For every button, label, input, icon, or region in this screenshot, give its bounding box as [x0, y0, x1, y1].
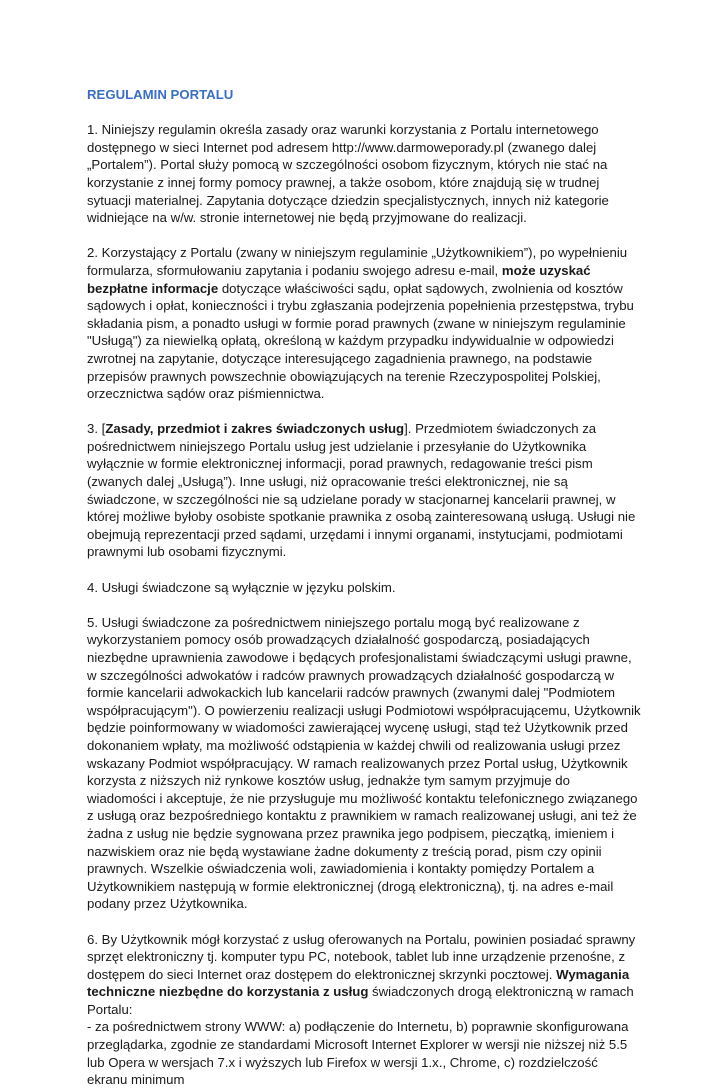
paragraph-6-text-a: 6. By Użytkownik mógł korzystać z usług oferowanych na Portalu, powinien posiadać sprawny sprzęt elektroniczny tj. komputer typu PC, notebook, tablet lub inne urządzenie przenośne, z dostępem do sieci Internet oraz dostępem do elektronicznej skrzynki pocztowej. [87, 931, 636, 982]
paragraph-4: 4. Usługi świadczone są wyłącznie w języku polskim. [87, 579, 396, 595]
paragraph-2 [87, 244, 641, 402]
document-title: REGULAMIN PORTALU [87, 87, 234, 102]
paragraph-2-text-a: 2. Korzystający z Portalu (zwany w niniejszym regulaminie „Użytkownikiem”), po wypełnieniu formularza, sformułowaniu zapytania i podaniu swojego adresu e-mail, [87, 245, 628, 278]
paragraph-3-text-a: 3. [ [87, 421, 106, 437]
paragraph-5: 5. Usługi świadczone za pośrednictwem niniejszego portalu mogą być realizowane z wykorzystaniem pomocy osób prowadzących działalność gospodarczą, posiadających niezbędne uprawnienia zawodowe i będących profesjonalistami świadczącymi usługi prawne, w szczególności adwokatów i radców prawnych prowadzących działalność gospodarczą w formie kancelarii adwokackich lub kancelarii radców prawnych (zwanymi dalej "Podmiotem współpracującym"). O powierzeniu realizacji usługi Podmiotowi współpracującemu, Użytkownik będzie poinformowany w wiadomości zawierającej wycenę usługi, stąd też Użytkownik przed dokonaniem wpłaty, ma możliwość odstąpienia w każdej chwili od realizowania usługi przez wskazany Podmiot współpracujący. W ramach realizowanych przez Portal usług, Użytkownik korzysta z niższych niż rynkowe kosztów usług, jednakże tym samym przyjmuje do wiadomości i akceptuje, że nie przysługuje mu możliwość kontaktu telefonicznego związanego z usługą oraz bezpośredniego kontaktu z prawnikiem w ramach realizowanej usługi, ani też że żadna z usług nie będzie sygnowana przez prawnika jego podpisem, pieczątką, imieniem i nazwiskiem oraz nie będą wystawiane żadne dokumenty z treścią porad, pism czy opinii prawnych. Wszelkie oświadczenia woli, zawiadomienia i kontakty pomiędzy Portalem a Użytkownikiem następują w formie elektronicznej (drogą elektroniczną), tj. na adres e-mail podany przez Użytkownika. [87, 614, 641, 912]
paragraph-6-requirements-line: - za pośrednictwem strony WWW: a) podłączenie do Internetu, b) poprawnie skonfigurowana przeglądarka, zgodnie ze standardami Microsoft Internet Explorer w wersji nie niższej niż 5.5 lub Opera w wersjach 7.x i wyższych lub Firefox w wersji 1.x., Chrome, c) rozdzielczość ekranu minimum [87, 1019, 629, 1088]
paragraph-6-bold: Wymagania techniczne niezbędne do korzystania z usług [87, 966, 630, 1000]
paragraph-6 [87, 931, 641, 1089]
paragraph-1: 1. Niniejszy regulamin określa zasady oraz warunki korzystania z Portalu internetowego dostępnego w sieci Internet pod adresem http://www.darmoweporady.pl (zwanego dalej „Portalem”). Portal służy pomocą w szczególności osobom fizycznym, których nie stać na korzystanie z innej formy pomocy prawnej, a także osobom, które znajdują się w trudnej sytuacji materialnej. Zapytania dotyczące dziedzin specjalistycznych, innych niż kategorie widniejące na w/w. stronie internetowej nie będą przyjmowane do realizacji. [87, 122, 609, 226]
paragraph-3-text-b: ]. Przedmiotem świadczonych za pośrednictwem niniejszego Portalu usług jest udzielanie i przesyłanie do Użytkownika wyłącznie w formie elektronicznej informacji, porad prawnych, redagowanie treści pism (zwanych dalej „Usługą”). Inne usługi, niż opracowanie treści elektronicznej, nie są świadczone, w szczególności nie są udzielane porady w stacjonarnej kancelarii prawnej, w której możliwe byłoby osobiste spotkanie prawnika z osobą zainteresowaną usługą. Usługi nie obejmują reprezentacji przed sądami, urzędami i innymi organami, instytucjami, podmiotami prawnymi lub osobami fizycznymi. [87, 421, 636, 560]
document-body [87, 86, 641, 1089]
paragraph-2-bold: może uzyskać bezpłatne informacje [87, 262, 591, 296]
paragraph-6-text-b: świadczonych drogą elektroniczną w ramach Portalu: [87, 984, 634, 1017]
paragraph-3 [87, 420, 641, 561]
paragraph-3-bold: Zasady, przedmiot i zakres świadczonych usług [105, 421, 405, 437]
paragraph-2-text-b: dotyczące właściwości sądu, opłat sądowych, zwolnienia od kosztów sądowych i opłat, konieczności i trybu zgłaszania podejrzenia popełnienia przestępstwa, trybu składania pism, a ponadto usługi w formie porad prawnych (zwane w niniejszym regulaminie "Usługą") za niewielką opłatą, określoną w każdym przypadku indywidualnie w odpowiedzi zwrotnej na zapytanie, dotyczące interesującego zagadnienia prawnego, na podstawie przepisów prawnych powszechnie obowiązujących na terenie Rzeczypospolitej Polskiej, orzecznictwa sądów oraz piśmiennictwa. [87, 280, 634, 402]
